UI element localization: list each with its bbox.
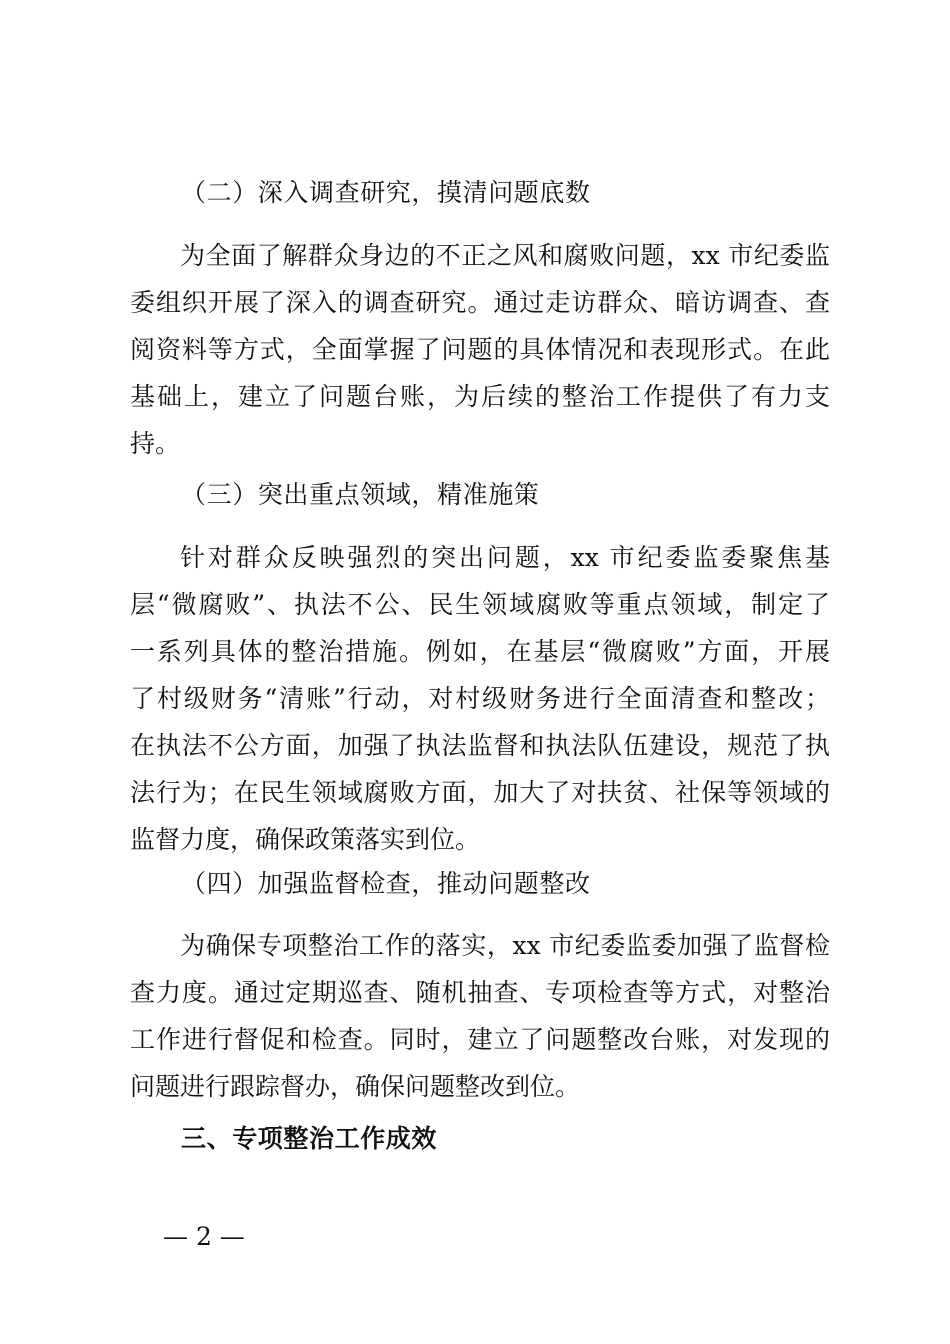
paragraph-line: 一系列具体的整治措施。例如，在基层“微腐败”方面，开展 (130, 637, 830, 666)
paragraph-line: 阅资料等方式，全面掌握了问题的具体情况和表现形式。在此 (130, 335, 830, 364)
paragraph-line: 针对群众反映强烈的突出问题，xx 市纪委监委聚焦基 (180, 543, 830, 572)
paragraph-line: 持。 (130, 429, 181, 458)
part-three-heading: 三、专项整治工作成效 (181, 1124, 438, 1153)
paragraph-line: 层“微腐败”、执法不公、民生领域腐败等重点领域，制定了 (130, 590, 830, 619)
paragraph-line: 监督力度，确保政策落实到位。 (130, 825, 481, 854)
paragraph-line: 查力度。通过定期巡查、随机抽查、专项检查等方式，对整治 (130, 978, 830, 1007)
paragraph-line: 为全面了解群众身边的不正之风和腐败问题，xx 市纪委监 (180, 241, 830, 270)
paragraph-line: 为确保专项整治工作的落实，xx 市纪委监委加强了监督检 (180, 931, 830, 960)
paragraph-section-4 (130, 922, 830, 1110)
paragraph-section-2 (130, 232, 830, 467)
paragraph-line: 基础上，建立了问题台账，为后续的整治工作提供了有力支 (130, 382, 830, 411)
paragraph-line: 工作进行督促和检查。同时，建立了问题整改台账，对发现的 (130, 1025, 830, 1054)
section-heading-2: （二）深入调查研究，摸清问题底数 (181, 178, 591, 207)
section-heading-4: （四）加强监督检查，推动问题整改 (181, 869, 591, 898)
paragraph-line: 在执法不公方面，加强了执法监督和执法队伍建设，规范了执 (130, 731, 830, 760)
page-number: — 2 — (163, 1222, 245, 1251)
section-heading-3: （三）突出重点领域，精准施策 (181, 480, 540, 509)
paragraph-line: 法行为；在民生领域腐败方面，加大了对扶贫、社保等领域的 (130, 778, 830, 807)
paragraph-section-3 (130, 534, 830, 863)
paragraph-line: 问题进行跟踪督办，确保问题整改到位。 (130, 1072, 581, 1101)
paragraph-line: 委组织开展了深入的调查研究。通过走访群众、暗访调查、查 (130, 288, 830, 317)
paragraph-line: 了村级财务“清账”行动，对村级财务进行全面清查和整改； (130, 684, 830, 713)
